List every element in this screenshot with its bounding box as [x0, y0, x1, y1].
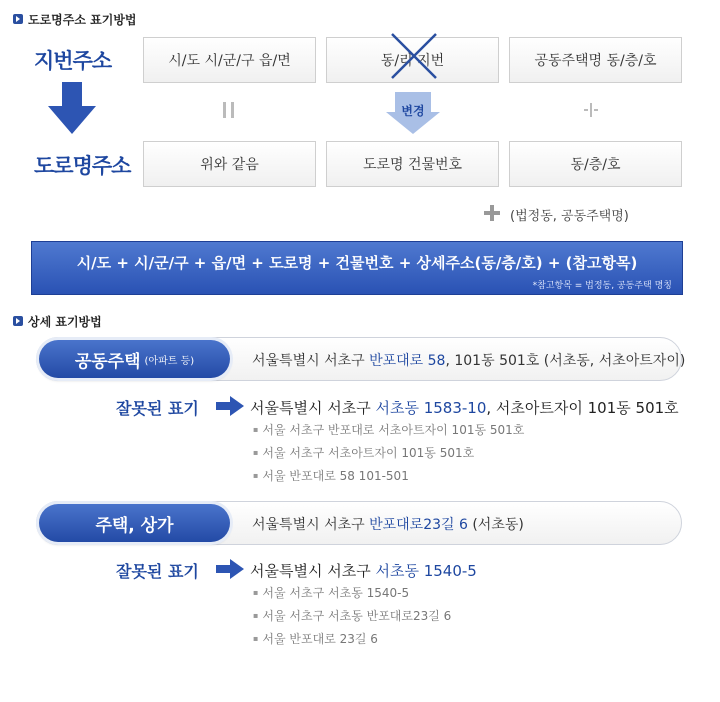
apartment-wrong-address: 서울특별시 서초구 서초동 1583-10, 서초아트자이 101동 501호	[250, 399, 679, 417]
wrong-label-house: 잘못된 표기	[116, 562, 199, 581]
right-arrow-icon	[216, 396, 244, 416]
section-marker-icon	[13, 316, 23, 326]
wrong-label-apartment: 잘못된 표기	[116, 399, 199, 418]
road-box-detail: 동/층/호	[509, 141, 682, 187]
row-label-road: 도로명주소	[34, 154, 131, 178]
jibun-box-region: 시/도 시/군/구 읍/면	[143, 37, 316, 83]
cross-out-icon	[388, 30, 440, 82]
section-marker-icon	[13, 14, 23, 24]
apartment-wrong-example: ▪ 서울 서초구 서초아트자이 101동 501호	[253, 444, 474, 461]
plus-note: (법정동, 공동주택명)	[510, 209, 629, 224]
right-arrow-icon	[216, 559, 244, 579]
house-wrong-address: 서울특별시 서초구 서초동 1540-5	[250, 562, 477, 580]
formula-bar	[31, 241, 683, 295]
apartment-correct-address: 서울특별시 서초구 반포대로 58, 101동 501호 (서초동, 서초아트자이)	[252, 353, 686, 369]
road-box-roadname: 도로명 건물번호	[326, 141, 499, 187]
house-wrong-example: ▪ 서울 반포대로 23길 6	[253, 630, 378, 647]
house-wrong-example: ▪ 서울 서초구 서초동 1540-5	[253, 584, 409, 601]
change-label: 변경	[401, 104, 425, 118]
apartment-label: 공동주택 (아파트 등)	[39, 340, 230, 378]
row-label-jibun: 지번주소	[34, 49, 112, 73]
apartment-wrong-example: ▪ 서울 서초구 반포대로 서초아트자이 101동 501호	[253, 421, 524, 438]
formula-text: 시/도 + 시/군/구 + 읍/면 + 도로명 + 건물번호 + 상세주소(동/층/호) + (참고항목)	[76, 254, 638, 272]
divide-icon	[582, 100, 600, 120]
house-wrong-example: ▪ 서울 서초구 서초동 반포대로23길 6	[253, 607, 451, 624]
house-correct-address: 서울특별시 서초구 반포대로23길 6 (서초동)	[252, 517, 524, 533]
section-title-notation: 도로명주소 표기방법	[28, 13, 137, 27]
plus-icon	[484, 205, 500, 221]
section-title-detail: 상세 표기방법	[28, 315, 102, 329]
down-arrow-icon	[48, 82, 96, 136]
apartment-wrong-example: ▪ 서울 반포대로 58 101-501	[253, 467, 409, 484]
house-label: 주택, 상가	[39, 504, 230, 542]
jibun-box-apartment: 공동주택명 동/층/호	[509, 37, 682, 83]
equal-icon	[220, 100, 238, 120]
jibun-box-dong-ri: 동/리 지번	[326, 37, 499, 83]
formula-note: *참고항목 = 법정동, 공동주택 명칭	[532, 281, 672, 291]
road-box-same: 위와 같음	[143, 141, 316, 187]
